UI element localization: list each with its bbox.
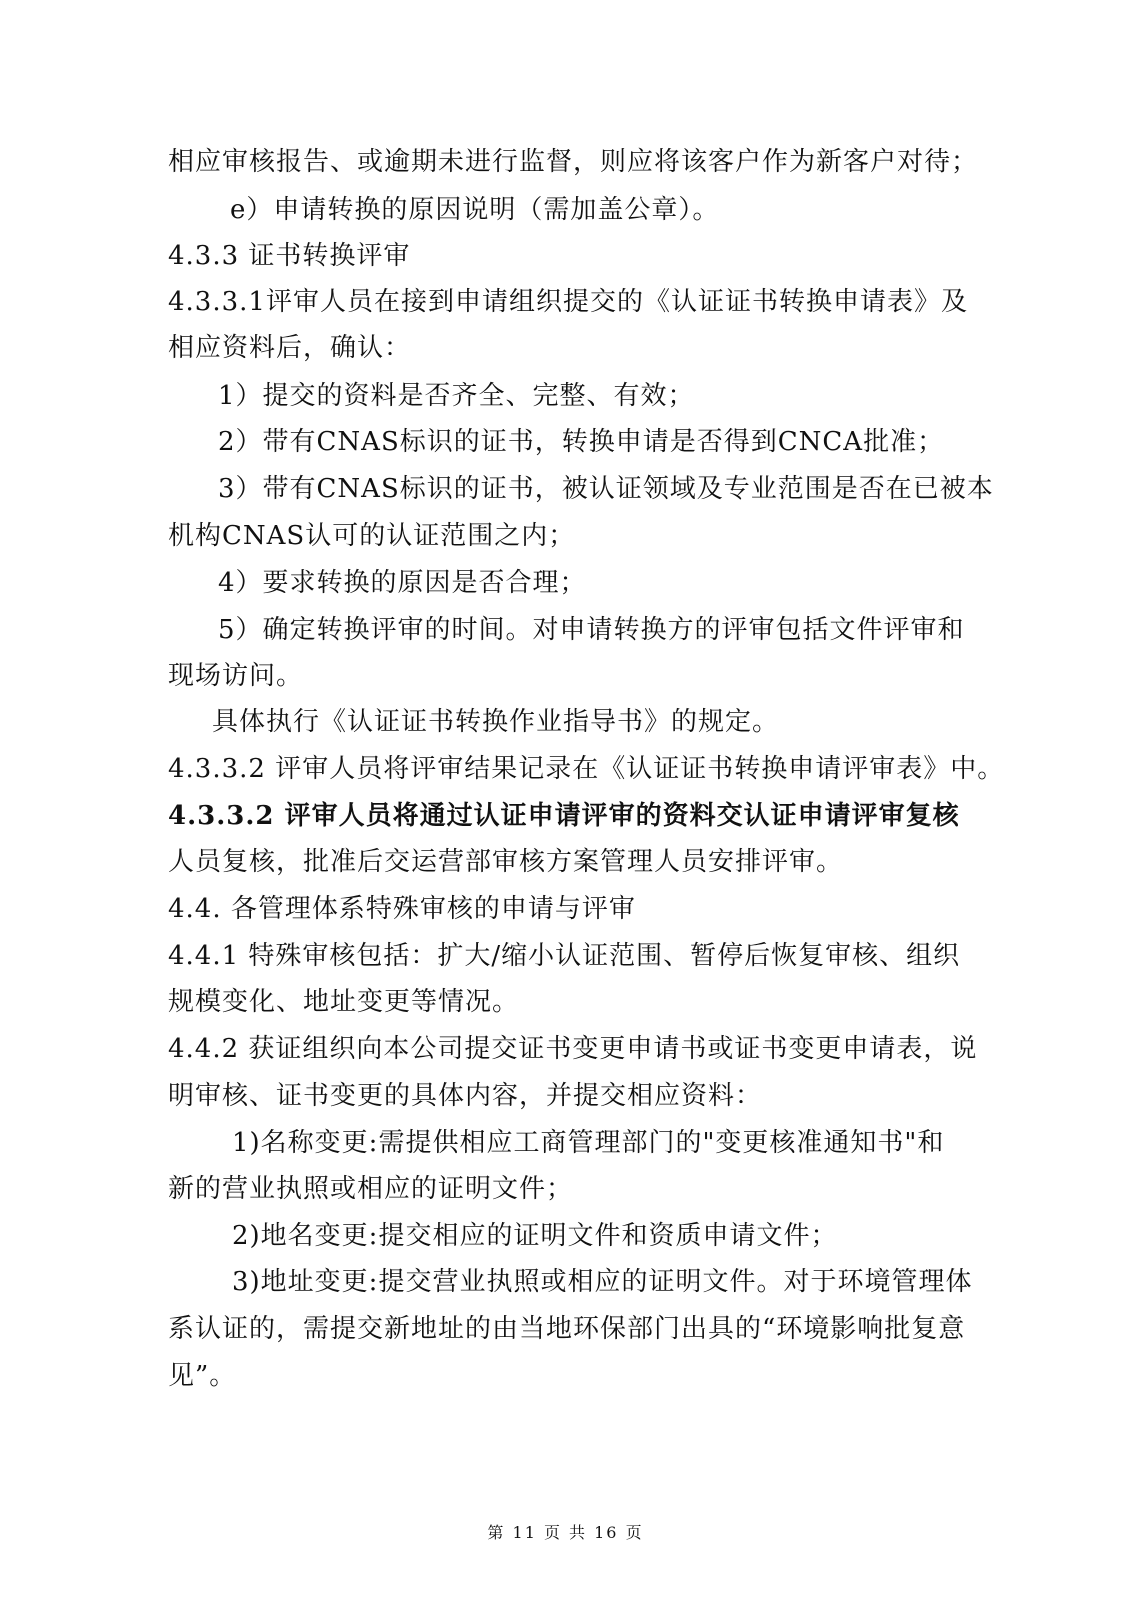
list-item: 3)地址变更:提交营业执照或相应的证明文件。对于环境管理体 xyxy=(232,1267,973,1297)
text-line: 机构CNAS认可的认证范围之内； xyxy=(168,521,576,551)
list-item: 2)地名变更:提交相应的证明文件和资质申请文件； xyxy=(232,1221,838,1251)
text-line: 相应资料后，确认： xyxy=(168,333,412,363)
text-line: 见”。 xyxy=(168,1361,237,1391)
text-line: 现场访问。 xyxy=(168,661,304,691)
list-item: 2）带有CNAS标识的证书，转换申请是否得到CNCA批准； xyxy=(218,427,945,457)
section-heading: 4.4. 各管理体系特殊审核的申请与评审 xyxy=(168,894,636,924)
text-line: e）申请转换的原因说明（需加盖公章）。 xyxy=(230,195,720,225)
text-line: 4.4.2 获证组织向本公司提交证书变更申请书或证书变更申请表，说 xyxy=(168,1034,978,1064)
text-line: 4.3.3.1评审人员在接到申请组织提交的《认证证书转换申请表》及 xyxy=(168,287,968,317)
text-line: 4.3.3.2 评审人员将通过认证申请评审的资料交认证申请评审复核 xyxy=(168,801,960,831)
list-item: 1)名称变更:需提供相应工商管理部门的"变更核准通知书"和 xyxy=(232,1128,945,1158)
text-line: 4.3.3.2 评审人员将评审结果记录在《认证证书转换申请评审表》中。 xyxy=(168,754,1005,784)
text-line: 人员复核，批准后交运营部审核方案管理人员安排评审。 xyxy=(168,847,844,877)
text-line: 规模变化、地址变更等情况。 xyxy=(168,987,520,1017)
list-item: 3）带有CNAS标识的证书，被认证领域及专业范围是否在已被本 xyxy=(218,474,994,504)
list-item: 1）提交的资料是否齐全、完整、有效； xyxy=(218,381,695,411)
list-item: 4）要求转换的原因是否合理； xyxy=(218,568,587,598)
section-heading: 4.3.3 证书转换评审 xyxy=(168,241,411,271)
page-number: 第 11 页 共 16 页 xyxy=(487,1523,644,1542)
text-line: 明审核、证书变更的具体内容，并提交相应资料： xyxy=(168,1081,763,1111)
text-line: 4.4.1 特殊审核包括：扩大/缩小认证范围、暂停后恢复审核、组织 xyxy=(168,941,961,971)
list-item: 5）确定转换评审的时间。对申请转换方的评审包括文件评审和 xyxy=(218,615,965,645)
text-line: 具体执行《认证证书转换作业指导书》的规定。 xyxy=(212,707,780,737)
text-line: 系认证的，需提交新地址的由当地环保部门出具的“环境影响批复意 xyxy=(168,1314,966,1344)
text-line: 相应审核报告、或逾期未进行监督，则应将该客户作为新客户对待； xyxy=(168,147,979,177)
text-line: 新的营业执照或相应的证明文件； xyxy=(168,1174,574,1204)
